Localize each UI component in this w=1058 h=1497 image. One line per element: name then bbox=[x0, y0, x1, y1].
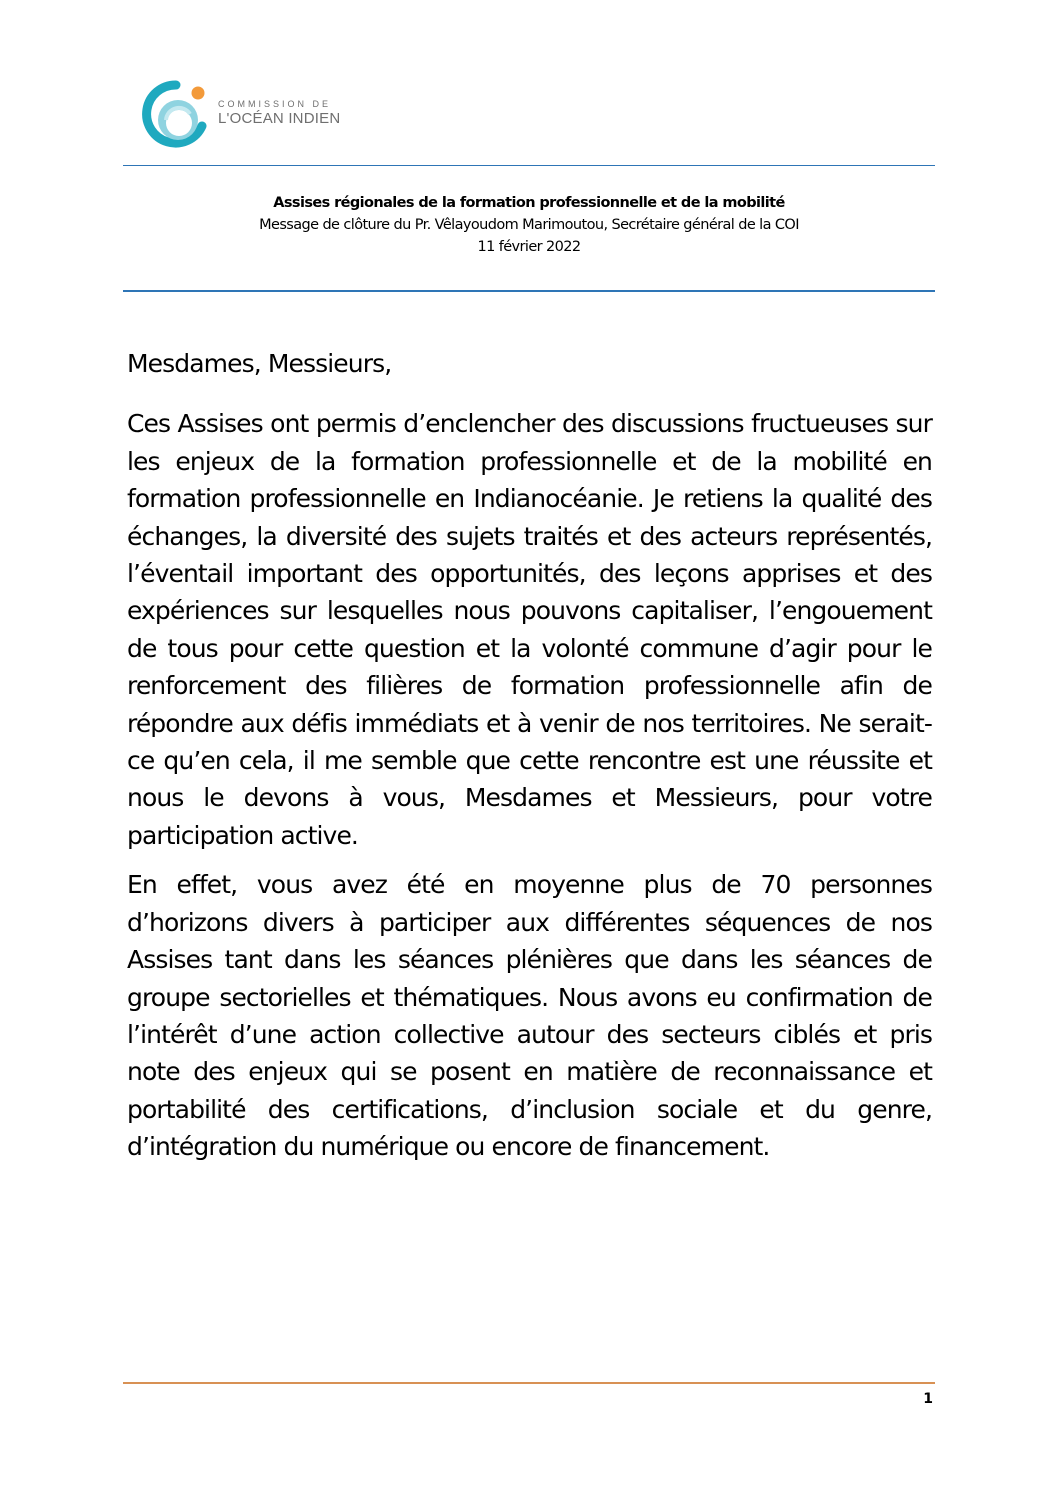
document-title: Assises régionales de la formation professionnelle et de la mobilité bbox=[273, 195, 785, 211]
logo-text bbox=[218, 99, 340, 127]
page-number: 1 bbox=[923, 1391, 933, 1407]
header-rule-top bbox=[123, 165, 935, 166]
coi-logo bbox=[142, 80, 342, 148]
logo-line2: L'OCÉAN INDIEN bbox=[218, 110, 341, 127]
coi-logo-icon bbox=[142, 80, 210, 148]
document-subtitle: Message de clôture du Pr. Vêlayoudom Marimoutou, Secrétaire général de la COI bbox=[259, 217, 799, 233]
greeting: Mesdames, Messieurs, bbox=[127, 349, 392, 378]
logo-line1: COMMISSION DE bbox=[218, 99, 332, 109]
footer-rule bbox=[123, 1382, 935, 1384]
paragraph-2: En effet, vous avez été en moyenne plus de 70 personnes d’horizons divers à participer aux différentes séquences de nos Assises tant dans les séances plénières que dans les séances de groupe sectorielles et thématiques. Nous avons eu confirmation de l’intérêt d’une action collective autour des secteurs ciblés et pris note des enjeux qui se posent en matière de reconnaissance et portabilité des certifications, d’inclusion sociale et du genre, d’intégration du numérique ou encore de financement. bbox=[127, 870, 932, 1162]
header-rule-bottom bbox=[123, 290, 935, 292]
paragraph-1: Ces Assises ont permis d’enclencher des discussions fructueuses sur les enjeux de la formation professionnelle et de la mobilité en formation professionnelle en Indianocéanie. Je retiens la qualité des échanges, la diversité des sujets traités et des acteurs représentés, l’éventail important des opportunités, des leçons apprises et des expériences sur lesquelles nous pouvons capitaliser, l’engouement de tous pour cette question et la volonté commune d’agir pour le renforcement des filières de formation professionnelle afin de répondre aux défis immédiats et à venir de nos territoires. Ne serait-ce qu’en cela, il me semble que cette rencontre est une réussite et nous le devons à vous, Mesdames et Messieurs, pour votre participation active. bbox=[127, 409, 932, 850]
document-body bbox=[127, 345, 932, 1178]
document-date: 11 février 2022 bbox=[477, 239, 581, 255]
document-header bbox=[123, 192, 935, 258]
